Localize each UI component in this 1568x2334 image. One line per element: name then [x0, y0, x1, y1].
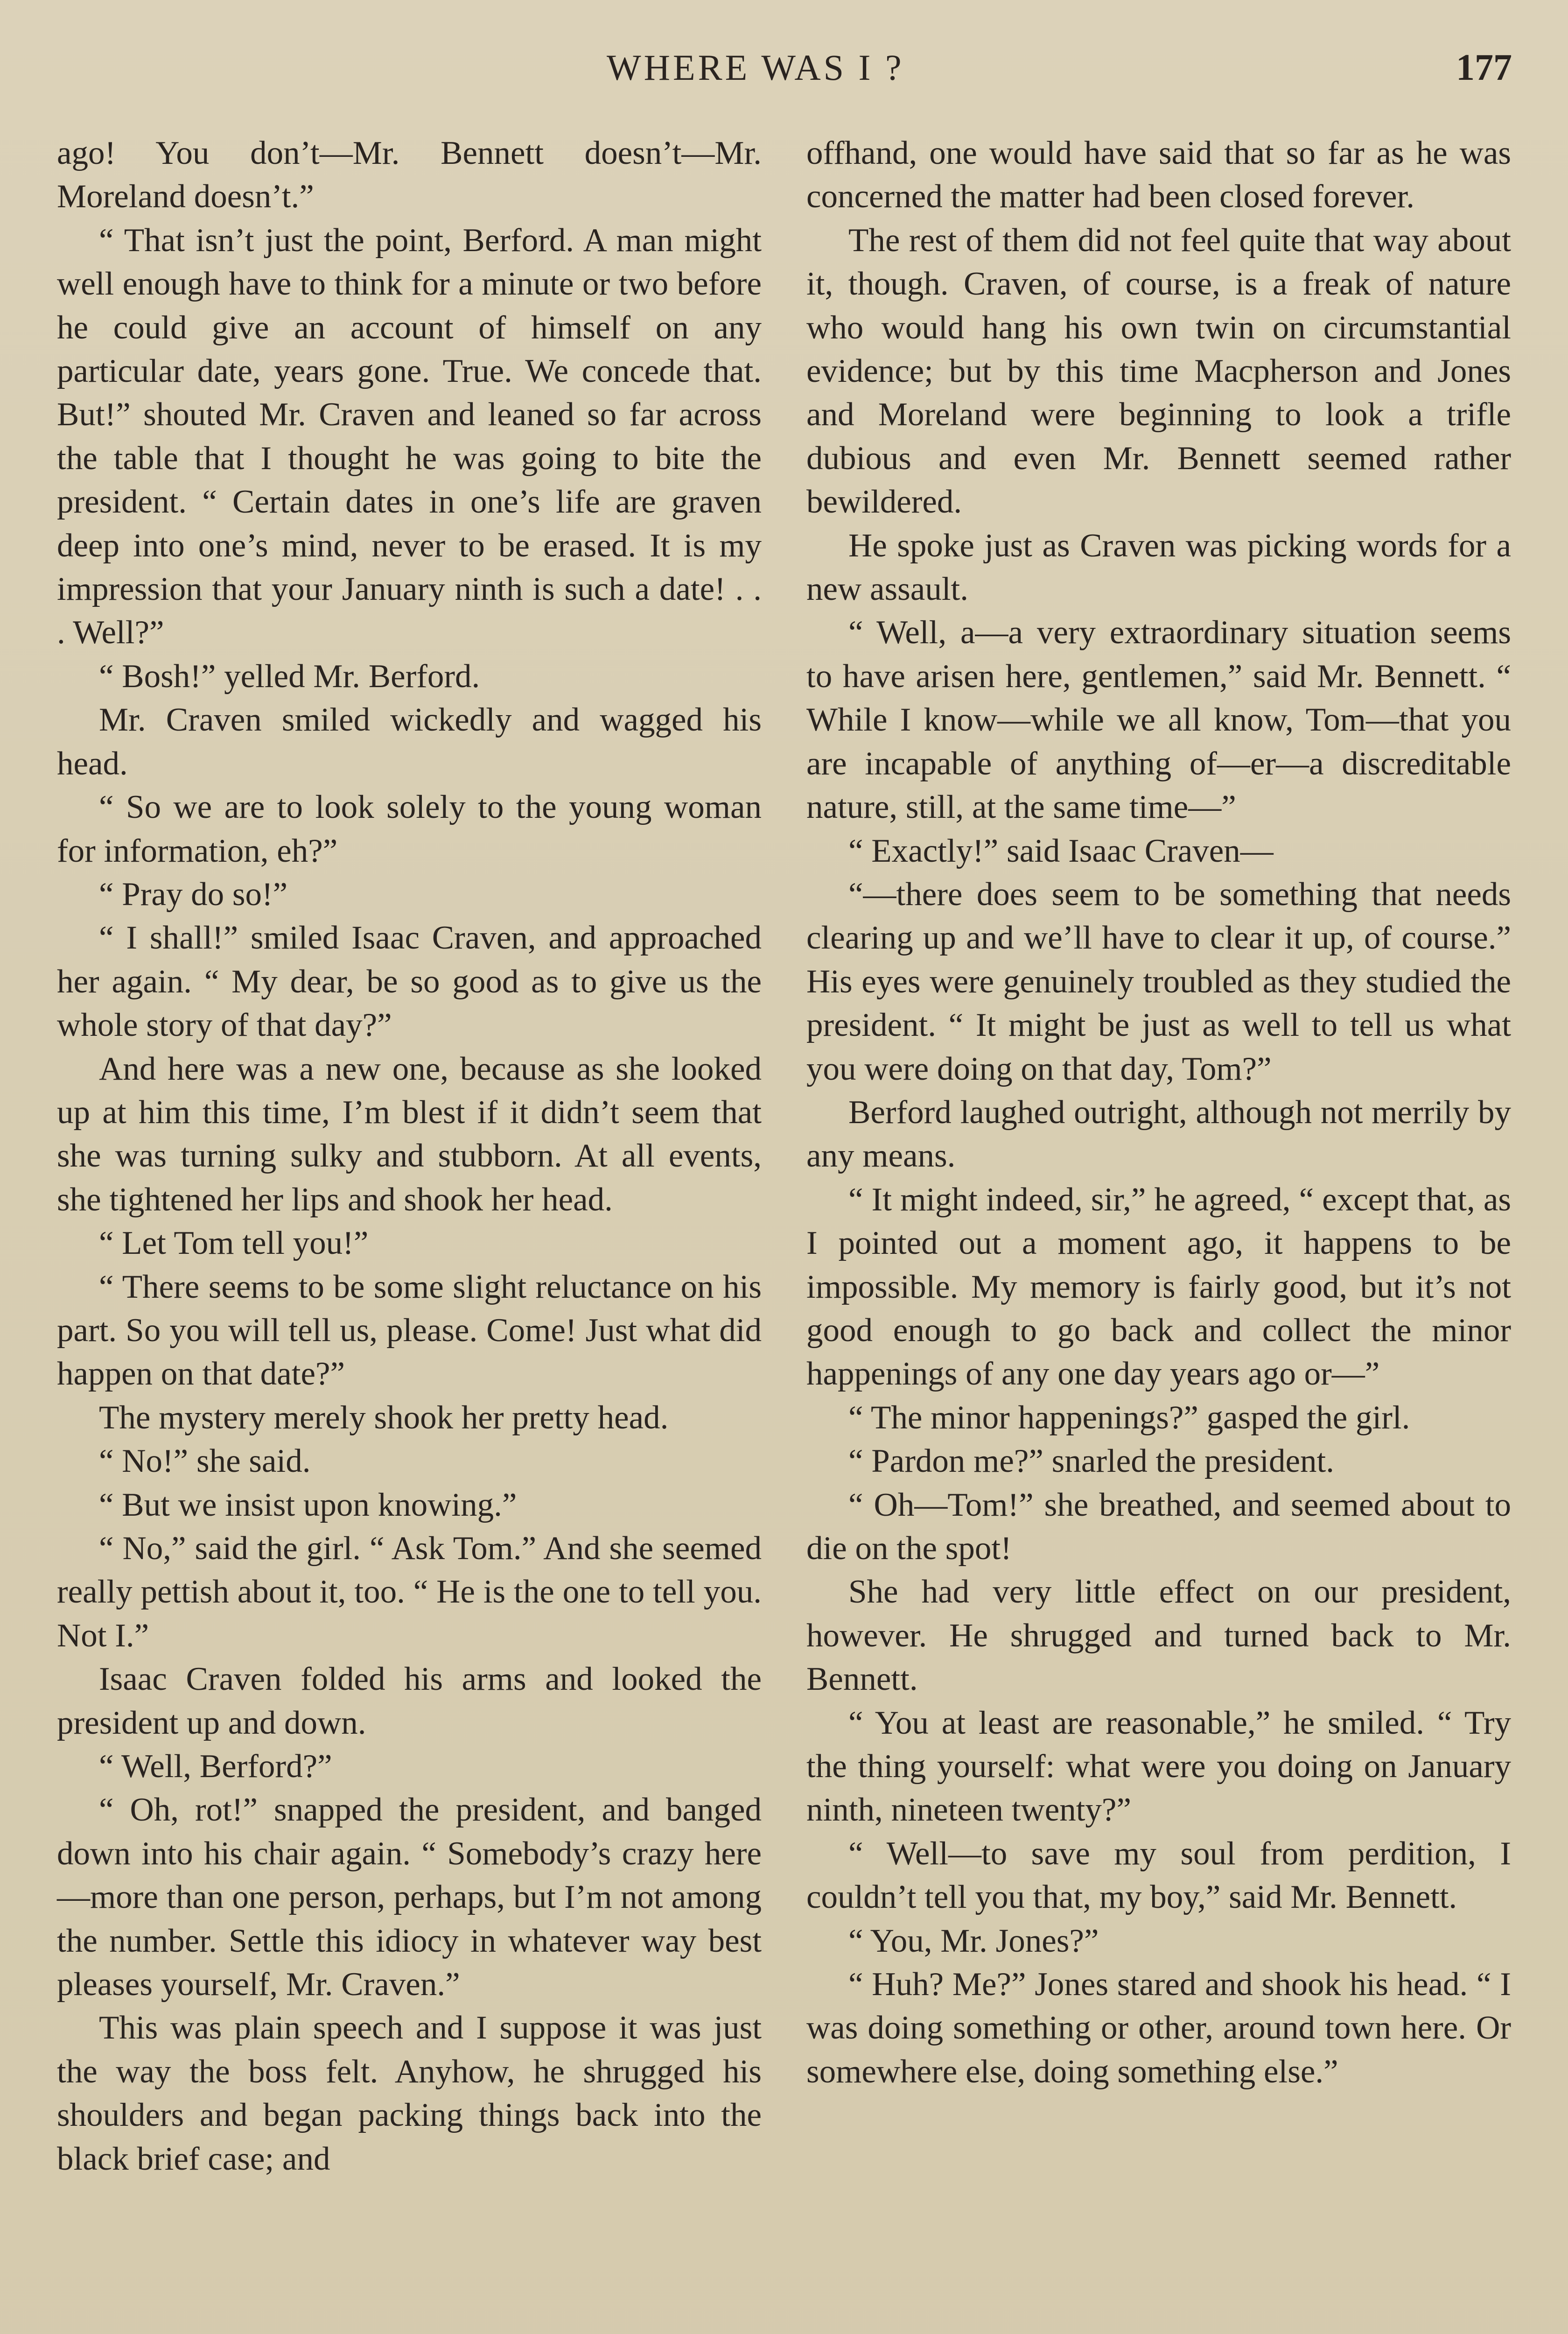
paragraph: ago! You don’t—Mr. Bennett doesn’t—Mr. Moreland doesn’t.” [57, 135, 762, 215]
paragraph: “ There seems to be some slight reluctance on his part. So you will tell us, please. Come! Just what did happen on that date?” [57, 1268, 762, 1392]
paragraph: “ No!” she said. [99, 1443, 311, 1480]
paragraph: “ The minor happenings?” gasped the girl. [848, 1399, 1410, 1436]
paragraph: “ Let Tom tell you!” [99, 1225, 369, 1262]
paragraph: “—there does seem to be something that needs clearing up and we’ll have to clear it up, of course.” His eyes were genuinely troubled as they studied the president. “ It might be just as well to tell us what you were doing on that day, Tom?” [806, 876, 1511, 1087]
paragraph: “ Well—to save my soul from perdition, I couldn’t tell you that, my boy,” said Mr. Bennett. [806, 1835, 1511, 1916]
paragraph: “ So we are to look solely to the young woman for information, eh?” [57, 789, 762, 869]
paragraph: “ Pray do so!” [99, 876, 288, 913]
paragraph: “ But we insist upon knowing.” [99, 1486, 517, 1523]
paragraph: “ Bosh!” yelled Mr. Berford. [99, 658, 480, 695]
paragraph: offhand, one would have said that so far as he was concerned the matter had been closed forever. [806, 135, 1511, 215]
paragraph: “ That isn’t just the point, Berford. A man might well enough have to think for a minute or two before he could give an account of himself on any particular date, years gone. True. We concede that. But!” shouted Mr. Craven and leaned so far across the table that I thought he was going to bite the president. “ Certain dates in one’s life are graven deep into one’s mind, never to be erased. It is my impression that your January ninth is such a date! . . . Well?” [57, 222, 762, 651]
paragraph: The mystery merely shook her pretty head. [99, 1399, 669, 1436]
paragraph: “ It might indeed, sir,” he agreed, “ except that, as I pointed out a moment ago, it happens to be impossible. My memory is fairly good, but it’s not good enough to go back and collect the minor happenings of any one day years ago or—” [806, 1181, 1511, 1392]
paragraph: “ I shall!” smiled Isaac Craven, and approached her again. “ My dear, be so good as to give us the whole story of that day?” [57, 920, 762, 1044]
paragraph: She had very little effect on our president, however. He shrugged and turned back to Mr. Bennett. [806, 1574, 1511, 1698]
paragraph: Berford laughed outright, although not merrily by any means. [806, 1094, 1511, 1174]
paragraph: “ You at least are reasonable,” he smiled. “ Try the thing yourself: what were you doing on January ninth, nineteen twenty?” [806, 1704, 1511, 1828]
right-column [806, 132, 1511, 2094]
page-number: 177 [1456, 47, 1512, 88]
paragraph: He spoke just as Craven was picking words for a new assault. [806, 527, 1511, 608]
paragraph: Isaac Craven folded his arms and looked the president up and down. [57, 1661, 762, 1741]
paragraph: The rest of them did not feel quite that way about it, though. Craven, of course, is a freak of nature who would hang his own twin on circumstantial evidence; but by this time Macpherson and Jones and Moreland were beginning to look a trifle dubious and even Mr. Bennett seemed rather bewildered. [806, 222, 1511, 520]
paragraph: “ No,” said the girl. “ Ask Tom.” And she seemed really pettish about it, too. “ He is the one to tell you. Not I.” [57, 1530, 762, 1654]
running-title: WHERE WAS I ? [607, 47, 904, 88]
paragraph: “ Oh, rot!” snapped the president, and banged down into his chair again. “ Somebody’s crazy here—more than one person, perhaps, but I’m not among the number. Settle this idiocy in whatever way best pleases yourself, Mr. Craven.” [57, 1792, 762, 2003]
paragraph: Mr. Craven smiled wickedly and wagged his head. [57, 702, 762, 782]
paragraph: “ Exactly!” said Isaac Craven— [848, 832, 1274, 869]
paragraph: “ Well, Berford?” [99, 1748, 332, 1785]
paragraph: And here was a new one, because as she looked up at him this time, I’m blest if it didn’t seem that she was turning sulky and stubborn. At all events, she tightened her lips and shook her head. [57, 1050, 762, 1218]
paragraph: “ Pardon me?” snarled the president. [848, 1443, 1334, 1480]
paragraph: “ Oh—Tom!” she breathed, and seemed about to die on the spot! [806, 1486, 1511, 1567]
paragraph: “ Well, a—a very extraordinary situation seems to have arisen here, gentlemen,” said Mr. Bennett. “ While I know—while we all know, Tom—that you are incapable of anything of—er—a discreditable nature, still, at the same time—” [806, 614, 1511, 826]
paragraph: “ Huh? Me?” Jones stared and shook his head. “ I was doing something or other, around town here. Or somewhere else, doing something else.” [806, 1966, 1511, 2090]
running-head [0, 47, 1568, 98]
left-column [57, 132, 762, 2181]
paragraph: This was plain speech and I suppose it was just the way the boss felt. Anyhow, he shrugged his shoulders and began packing things back into the black brief case; and [57, 2010, 762, 2177]
paragraph: “ You, Mr. Jones?” [848, 1922, 1099, 1959]
